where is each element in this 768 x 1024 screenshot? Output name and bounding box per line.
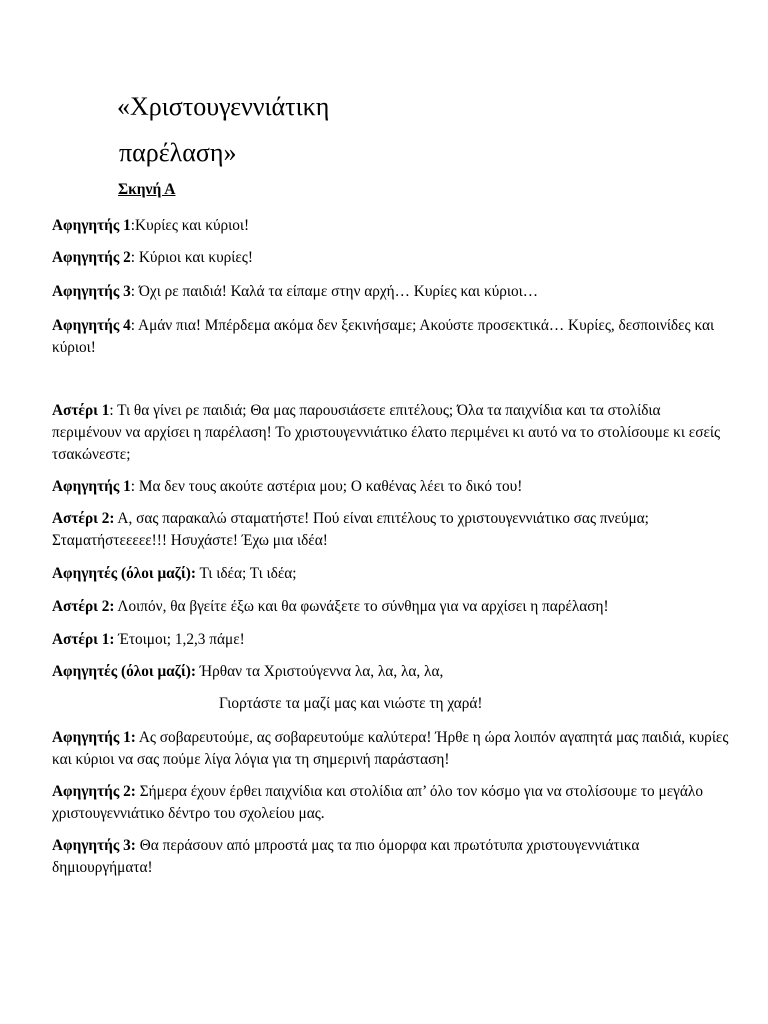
dialogue: Έτοιμοι; 1,2,3 πάμε! xyxy=(114,631,245,648)
line-10 xyxy=(52,661,732,683)
speaker: Αφηγητής 3: xyxy=(52,837,136,854)
line-14 xyxy=(52,835,732,879)
speaker: Αφηγητής 1 xyxy=(52,217,131,234)
dialogue: Λοιπόν, θα βγείτε έξω και θα φωνάξετε το σύνθημα για να αρχίσει η παρέλαση! xyxy=(114,598,609,615)
dialogue: : Όχι ρε παιδιά! Καλά τα είπαμε στην αρχή… Κυρίες και κύριοι… xyxy=(130,283,539,300)
dialogue: Α, σας παρακαλώ σταματήστε! Πού είναι επιτέλους το χριστουγεννιάτικο σας πνεύμα; Σταματήστεεεεε!!! Ησυχάστε! Έχω μια ιδέα! xyxy=(52,510,649,549)
dialogue: :Κυρίες και κύριοι! xyxy=(130,217,250,234)
line-6 xyxy=(52,508,732,552)
dialogue: Τι ιδέα; Τι ιδέα; xyxy=(195,565,297,582)
speaker: Αφηγητής 1: xyxy=(52,729,136,746)
speaker: Αστέρι 1: xyxy=(52,631,115,648)
dialogue: : Αμάν πια! Μπέρδεμα ακόμα δεν ξεκινήσαμε; Ακούστε προσεκτικά… Κυρίες, δεσποινίδες και κύριοι! xyxy=(52,317,715,356)
line-0 xyxy=(52,215,732,237)
speaker: Αστέρι 2: xyxy=(52,598,115,615)
dialogue: Ήρθαν τα Χριστούγεννα λα, λα, λα, λα, xyxy=(195,663,444,680)
scene-heading: Σκηνή Α xyxy=(118,181,176,198)
dialogue: Σήμερα έχουν έρθει παιχνίδια και στολίδια απ’ όλο τον κόσμο για να στολίσουμε το μεγάλο χριστουγεννιάτικο δέντρο του σχολείου μας. xyxy=(52,783,703,822)
speaker: Αφηγητής 3 xyxy=(52,283,131,300)
speaker: Αφηγητής 2: xyxy=(52,783,136,800)
speaker: Αφηγητής 2 xyxy=(52,249,131,266)
line-3 xyxy=(52,315,732,359)
speaker: Αφηγητής 4 xyxy=(52,317,131,334)
line-9 xyxy=(52,629,732,651)
line-1 xyxy=(52,247,732,269)
dialogue: : Τι θα γίνει ρε παιδιά; Θα μας παρουσιάσετε επιτέλους; Όλα τα παιχνίδια και τα στολίδια περιμένουν να αρχίσει η παρέλαση! Το χριστουγεννιάτικο έλατο περιμένει κι αυτό να το στολίσουμε κι εσείς τσακώνεστε; xyxy=(52,402,721,463)
dialogue: Θα περάσουν από μπροστά μας τα πιο όμορφα και πρωτότυπα χριστουγεννιάτικα δημιουργήματα! xyxy=(52,837,640,876)
dialogue: Ας σοβαρευτούμε, ας σοβαρευτούμε καλύτερα! Ήρθε η ώρα λοιπόν αγαπητά μας παιδιά, κυρίες και κύριοι να σας πούμε λίγα λόγια για τη σημερινή παράσταση! xyxy=(52,729,729,768)
speaker: Αστέρι 1 xyxy=(52,402,110,419)
line-12 xyxy=(52,727,732,771)
line-4 xyxy=(52,400,732,466)
speaker: Αφηγητές (όλοι μαζί): xyxy=(52,565,196,582)
speaker: Αστέρι 2: xyxy=(52,510,115,527)
line-7 xyxy=(52,563,732,585)
line-5 xyxy=(52,476,732,498)
line-11: Γιορτάστε τα μαζί μας και νιώστε τη χαρά! xyxy=(219,695,483,712)
line-13 xyxy=(52,781,732,825)
line-8 xyxy=(52,596,732,618)
title-line-2: παρέλαση» xyxy=(119,138,237,167)
dialogue: : Κύριοι και κυρίες! xyxy=(130,249,253,266)
title-line-1: «Χριστουγεννιάτικη xyxy=(117,92,330,121)
dialogue: : Μα δεν τους ακούτε αστέρια μου; Ο καθένας λέει το δικό του! xyxy=(130,478,523,495)
speaker: Αφηγητής 1 xyxy=(52,478,131,495)
speaker: Αφηγητές (όλοι μαζί): xyxy=(52,663,196,680)
line-2 xyxy=(52,281,732,303)
